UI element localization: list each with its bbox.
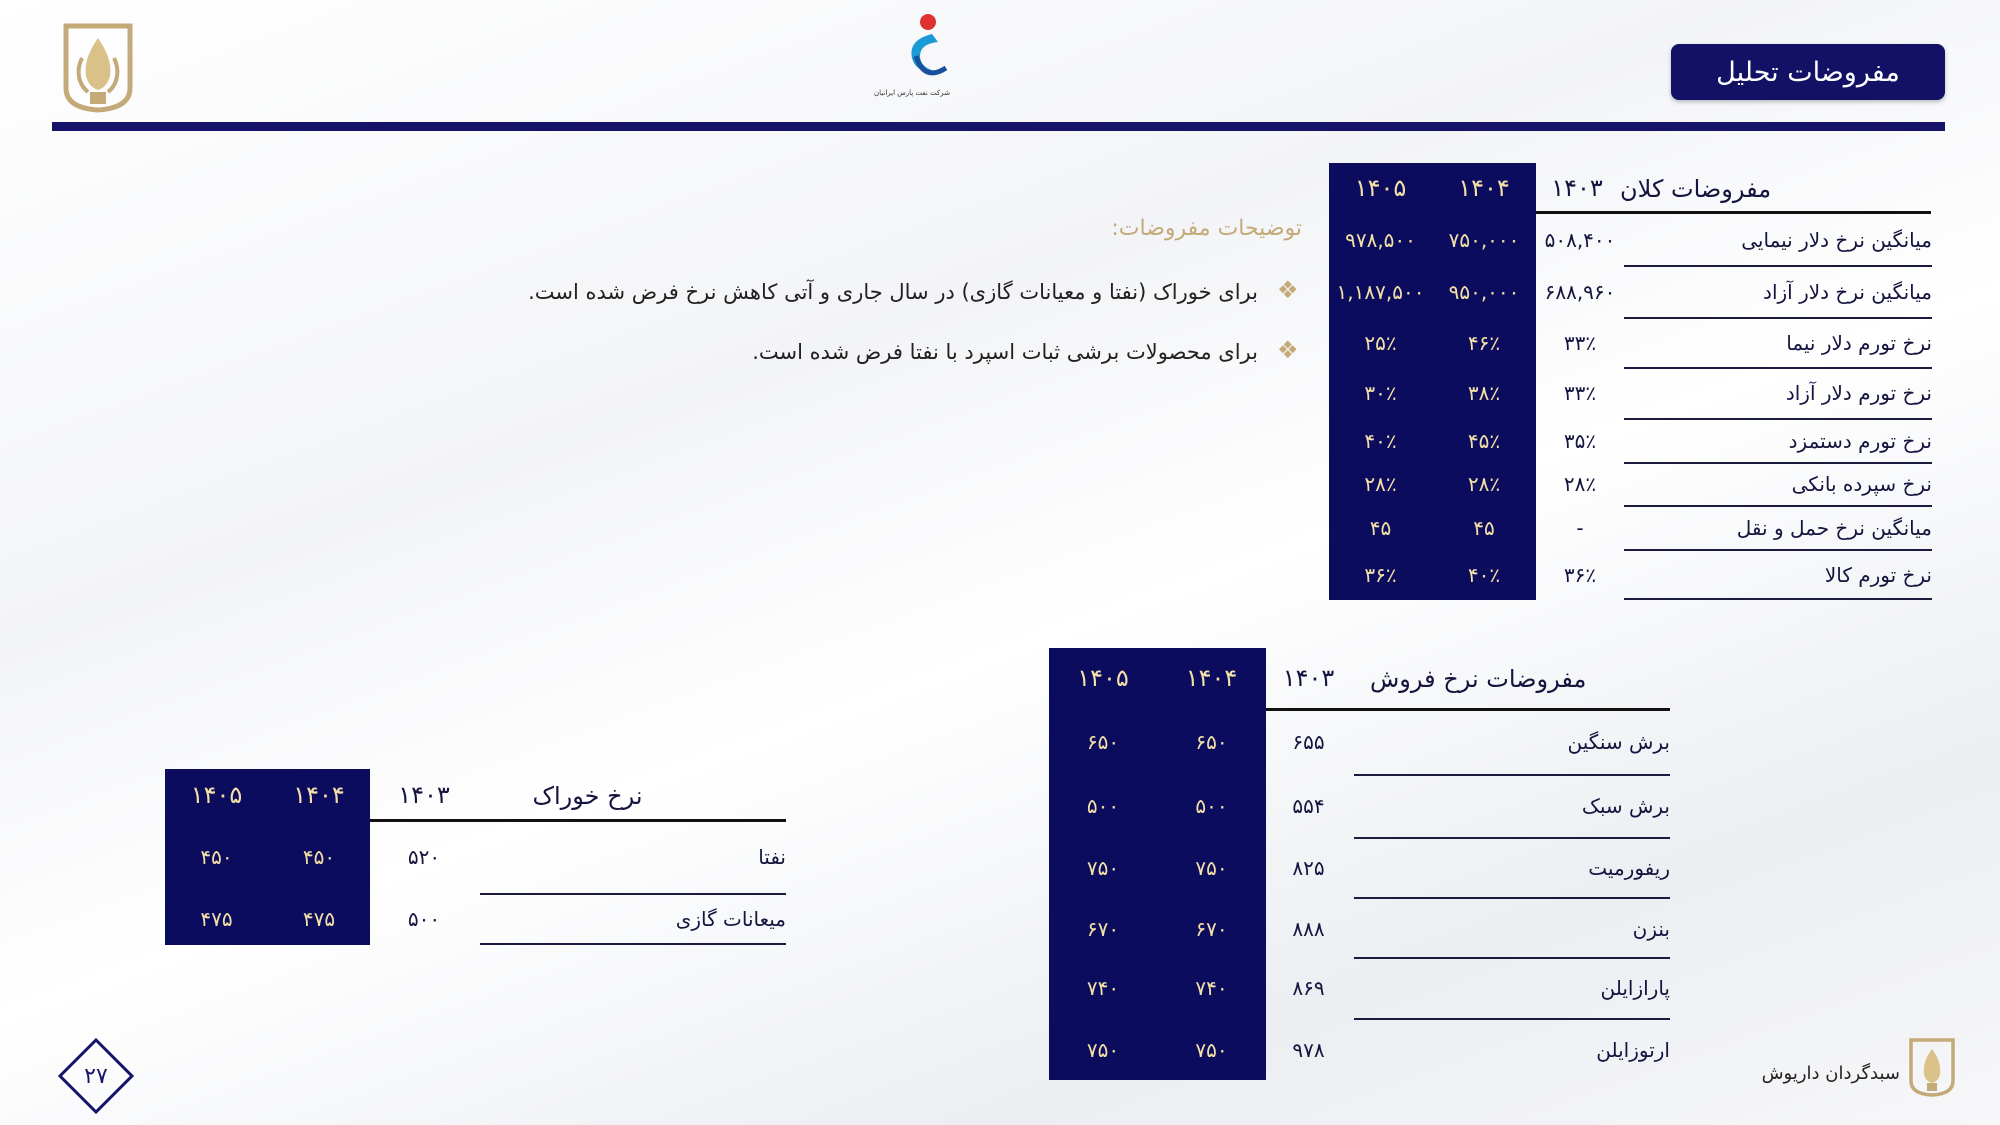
macro-year-1404: ۱۴۰۴ (1458, 174, 1510, 202)
sales-row-label: ارتوزایلن (1596, 1038, 1670, 1062)
sales-row-label: بنزن (1632, 917, 1670, 941)
macro-table-title: مفروضات کلان (1620, 175, 1772, 203)
macro-value-1404: ۴۵ (1473, 516, 1495, 540)
sales-value-1405: ۶۵۰ (1086, 730, 1120, 754)
macro-row-label: میانگین نرخ حمل و نقل (1736, 516, 1932, 540)
macro-row-label: میانگین نرخ دلار نیمایی (1741, 228, 1932, 252)
sales-value-1405: ۷۴۰ (1086, 976, 1120, 1000)
diamond-bullet-icon: ❖ (1277, 276, 1299, 304)
page-title-box (1671, 44, 1945, 100)
feed-row-label: میعانات گازی (675, 907, 786, 931)
sales-value-1404: ۵۰۰ (1195, 794, 1228, 818)
sales-year-1403: ۱۴۰۳ (1282, 664, 1335, 692)
macro-value-1403: ۶۸۸,۹۶۰ (1544, 280, 1616, 304)
macro-value-1405: ۱,۱۸۷,۵۰۰ (1336, 280, 1425, 304)
macro-value-1404: ۳۸٪ (1467, 381, 1501, 405)
header-divider (52, 122, 1945, 131)
sales-value-1403: ۸۲۵ (1292, 856, 1325, 880)
row-divider (1354, 1018, 1670, 1020)
macro-value-1405: ۴۰٪ (1364, 429, 1397, 453)
row-divider (1624, 505, 1932, 507)
macro-year-1405: ۱۴۰۵ (1354, 174, 1407, 202)
note-item: برای خوراک (نفتا و معیانات گازی) در سال جاری و آتی کاهش نرخ فرض شده است. (528, 280, 1258, 304)
footer-company-name: سبدگردان داریوش (1761, 1063, 1900, 1084)
macro-value-1405: ۲۵٪ (1364, 331, 1397, 355)
sales-row-label: برش سبک (1581, 794, 1670, 818)
macro-value-1404: ۴۵٪ (1467, 429, 1501, 453)
row-divider (1354, 837, 1670, 839)
notes-heading: توضیحات مفروضات: (1111, 216, 1302, 241)
sales-row-label: برش سنگین (1567, 730, 1670, 754)
feed-value-1403: ۵۲۰ (407, 845, 441, 869)
dariush-logo-icon (62, 18, 134, 113)
macro-year-1403: ۱۴۰۳ (1551, 174, 1603, 202)
macro-header-rule (1536, 211, 1931, 214)
row-divider (1624, 598, 1932, 600)
sales-value-1403: ۹۷۸ (1292, 1038, 1325, 1062)
sales-value-1405: ۵۰۰ (1086, 794, 1120, 818)
macro-value-1404: ۴۰٪ (1467, 563, 1501, 587)
sales-year-1405: ۱۴۰۵ (1077, 664, 1129, 692)
row-divider (1624, 462, 1932, 464)
feed-header-rule (370, 819, 786, 822)
macro-value-1405: ۳۶٪ (1364, 563, 1397, 587)
feed-value-1403: ۵۰۰ (407, 907, 441, 931)
page-number-badge (58, 1038, 134, 1114)
macro-row-label: میانگین نرخ دلار آزاد (1763, 280, 1932, 304)
diamond-bullet-icon: ❖ (1277, 336, 1299, 364)
macro-value-1404: ۴۶٪ (1467, 331, 1501, 355)
sales-value-1403: ۸۸۸ (1292, 917, 1325, 941)
macro-row-label: نرخ تورم دلار نیما (1786, 331, 1932, 355)
macro-value-1404: ۷۵۰,۰۰۰ (1448, 228, 1520, 252)
sales-table-title: مفروضات نرخ فروش (1370, 665, 1587, 693)
footer-logo-icon (1908, 1035, 1956, 1097)
macro-value-1403: - (1576, 516, 1584, 540)
macro-row-label: نرخ سپرده بانکی (1791, 472, 1932, 496)
feed-value-1404: ۴۵۰ (302, 845, 336, 869)
macro-value-1403: ۲۸٪ (1563, 472, 1597, 496)
sales-value-1404: ۶۷۰ (1195, 917, 1228, 941)
macro-value-1405: ۳۰٪ (1364, 381, 1397, 405)
row-divider (1354, 897, 1670, 899)
macro-value-1405: ۹۷۸,۵۰۰ (1345, 228, 1416, 252)
row-divider (1354, 774, 1670, 776)
sales-value-1404: ۷۵۰ (1195, 1038, 1228, 1062)
macro-row-label: نرخ تورم کالا (1824, 563, 1932, 587)
feed-value-1405: ۴۵۰ (200, 845, 233, 869)
feed-value-1405: ۴۷۵ (200, 907, 233, 931)
company-logo-caption: شرکت نفت پارس ایرانیان (873, 89, 950, 97)
row-divider (1354, 957, 1670, 959)
row-divider (1624, 418, 1932, 420)
company-logo-icon (873, 12, 950, 102)
sales-row-label: پارازایلن (1600, 976, 1670, 1000)
note-item: برای محصولات برشی ثبات اسپرد با نفتا فرض شده است. (752, 340, 1258, 364)
sales-row-label: ریفورمیت (1588, 856, 1670, 880)
row-divider (480, 943, 786, 945)
macro-value-1405: ۴۵ (1369, 516, 1392, 540)
row-divider (1624, 367, 1932, 369)
sales-header-rule (1266, 708, 1670, 711)
macro-value-1403: ۳۵٪ (1563, 429, 1597, 453)
sales-value-1403: ۵۵۴ (1292, 794, 1325, 818)
feed-year-1403: ۱۴۰۳ (398, 781, 450, 809)
sales-value-1404: ۷۴۰ (1195, 976, 1228, 1000)
macro-value-1403: ۵۰۸,۴۰۰ (1544, 228, 1616, 252)
macro-value-1403: ۳۳٪ (1563, 381, 1597, 405)
feed-value-1404: ۴۷۵ (302, 907, 336, 931)
feed-year-1405: ۱۴۰۵ (190, 781, 243, 809)
row-divider (1624, 317, 1932, 319)
row-divider (480, 893, 786, 895)
macro-value-1405: ۲۸٪ (1364, 472, 1397, 496)
macro-row-label: نرخ تورم دلار آزاد (1785, 381, 1932, 405)
sales-year-1404: ۱۴۰۴ (1185, 664, 1238, 692)
sales-value-1405: ۷۵۰ (1086, 856, 1120, 880)
row-divider (1624, 265, 1932, 267)
page-title: مفروضات تحلیل (1716, 56, 1900, 88)
sales-value-1405: ۶۷۰ (1086, 917, 1120, 941)
macro-value-1404: ۲۸٪ (1467, 472, 1501, 496)
feed-table-title: نرخ خوراک (532, 782, 643, 810)
macro-value-1404: ۹۵۰,۰۰۰ (1448, 280, 1520, 304)
sales-value-1404: ۶۵۰ (1195, 730, 1228, 754)
sales-value-1404: ۷۵۰ (1195, 856, 1228, 880)
page-number: ۲۷ (84, 1063, 108, 1089)
sales-value-1403: ۸۶۹ (1292, 976, 1325, 1000)
sales-value-1403: ۶۵۵ (1292, 730, 1325, 754)
sales-value-1405: ۷۵۰ (1086, 1038, 1120, 1062)
macro-value-1403: ۳۳٪ (1563, 331, 1597, 355)
row-divider (1624, 549, 1932, 551)
feed-row-label: نفتا (758, 845, 786, 869)
macro-row-label: نرخ تورم دستمزد (1788, 429, 1932, 453)
feed-year-1404: ۱۴۰۴ (293, 781, 345, 809)
macro-value-1403: ۳۶٪ (1563, 563, 1597, 587)
